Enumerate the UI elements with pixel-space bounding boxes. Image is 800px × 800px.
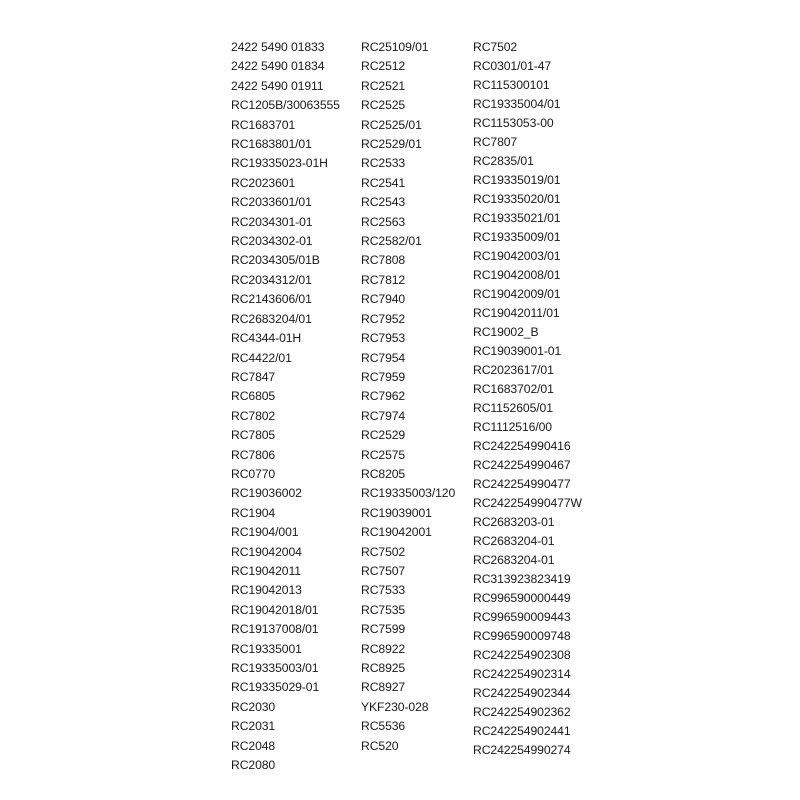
- part-number-item: RC8925: [361, 661, 406, 675]
- part-number-item: RC1205B/30063555: [231, 98, 340, 113]
- part-number-item: RC242254902362: [473, 705, 571, 719]
- part-number-item: RC7806: [231, 447, 276, 462]
- part-number-item: RC1683702/01: [473, 382, 554, 396]
- part-number-item: RC2575: [361, 447, 406, 462]
- part-number-item: 2422 5490 01911: [231, 78, 324, 93]
- part-number-item: RC7940: [361, 292, 406, 307]
- part-number-item: RC2683203-01: [473, 515, 555, 529]
- part-number-item: RC19335004/01: [473, 97, 561, 111]
- part-number-item: RC7847: [231, 369, 276, 384]
- part-number-item: RC1904/001: [231, 525, 299, 540]
- part-number-item: RC242254990416: [473, 439, 571, 453]
- part-number-item: RC7599: [361, 622, 406, 637]
- part-number-item: RC242254902308: [473, 648, 571, 662]
- part-number-item: RC2034312/01: [231, 272, 312, 287]
- part-number-item: RC1112516/00: [473, 420, 552, 434]
- part-number-item: RC242254990274: [473, 743, 571, 757]
- part-number-item: RC19039001: [361, 505, 432, 520]
- part-number-item: RC2034305/01B: [231, 253, 320, 268]
- part-number-item: RC2533: [361, 156, 406, 171]
- part-number-item: RC2541: [361, 175, 406, 190]
- part-number-item: RC996590000449: [473, 591, 571, 605]
- part-number-item: RC2048: [231, 738, 276, 753]
- part-number-item: RC19042011: [231, 563, 301, 578]
- part-number-item: YKF230-028: [361, 699, 429, 714]
- part-number-item: RC2031: [231, 719, 276, 734]
- part-number-item: RC8927: [361, 680, 406, 695]
- part-number-item: RC115300101: [473, 78, 550, 92]
- part-number-item: RC19042001: [361, 525, 432, 540]
- part-number-item: RC19042011/01: [473, 306, 560, 320]
- part-number-item: RC2563: [361, 214, 406, 229]
- part-number-item: RC19335001: [231, 641, 302, 656]
- part-number-item: RC242254902314: [473, 667, 571, 681]
- part-number-item: RC19335021/01: [473, 211, 561, 225]
- part-number-item: RC8922: [361, 641, 406, 656]
- part-number-item: RC0301/01-47: [473, 59, 552, 73]
- part-number-item: RC242254990477: [473, 477, 571, 491]
- part-number-column-1: [231, 38, 340, 775]
- part-number-item: RC7533: [361, 583, 406, 598]
- part-number-item: RC2683204/01: [231, 311, 312, 326]
- part-number-item: RC7954: [361, 350, 406, 365]
- part-number-item: RC2543: [361, 195, 406, 210]
- part-number-item: RC19042003/01: [473, 249, 561, 263]
- part-number-item: RC2525: [361, 98, 406, 113]
- part-number-item: RC1683801/01: [231, 137, 312, 152]
- part-number-item: RC7974: [361, 408, 406, 423]
- part-number-item: RC7802: [231, 408, 276, 423]
- part-number-item: RC7807: [473, 135, 518, 149]
- part-number-item: RC2034302-01: [231, 234, 313, 249]
- part-number-item: RC19042013: [231, 583, 302, 598]
- part-number-column-2: [361, 38, 455, 756]
- part-number-item: RC7535: [361, 602, 406, 617]
- part-number-item: RC7502: [473, 40, 518, 54]
- part-number-item: RC996590009748: [473, 629, 571, 643]
- part-number-item: RC1683701: [231, 117, 296, 132]
- part-number-item: RC19042008/01: [473, 268, 561, 282]
- part-number-item: RC2512: [361, 59, 406, 74]
- part-number-item: RC2143606/01: [231, 292, 312, 307]
- part-number-item: RC19335003/120: [361, 486, 456, 501]
- part-number-item: RC7952: [361, 311, 406, 326]
- part-number-item: RC7953: [361, 331, 406, 346]
- part-number-item: RC7805: [231, 428, 276, 443]
- part-number-item: RC19002_B: [473, 325, 539, 339]
- part-number-item: RC2034301-01: [231, 214, 313, 229]
- part-number-item: RC242254990467: [473, 458, 571, 472]
- part-number-item: RC7812: [361, 272, 406, 287]
- part-number-item: RC2683204-01: [473, 534, 555, 548]
- part-number-item: RC2023601: [231, 175, 296, 190]
- part-number-item: RC4344-01H: [231, 331, 302, 346]
- part-number-item: RC7507: [361, 563, 406, 578]
- part-number-item: 2422 5490 01834: [231, 59, 325, 74]
- part-number-item: RC7502: [361, 544, 406, 559]
- part-number-item: RC1153053-00: [473, 116, 554, 130]
- part-number-item: RC19039001-01: [473, 344, 562, 358]
- part-number-item: RC2529/01: [361, 137, 422, 152]
- part-number-item: RC2033601/01: [231, 195, 312, 210]
- part-number-item: RC7962: [361, 389, 406, 404]
- part-number-item: RC19335029-01: [231, 680, 320, 695]
- part-number-item: RC2023617/01: [473, 363, 554, 377]
- part-number-item: RC19036002: [231, 486, 302, 501]
- part-number-item: 2422 5490 01833: [231, 40, 325, 54]
- part-number-item: RC2529: [361, 428, 406, 443]
- part-number-item: RC19335003/01: [231, 661, 319, 675]
- part-number-item: RC19137008/01: [231, 622, 319, 637]
- part-number-item: RC19042004: [231, 544, 302, 559]
- part-number-item: RC5536: [361, 719, 406, 734]
- part-number-item: RC2525/01: [361, 117, 422, 132]
- part-number-item: RC2835/01: [473, 154, 534, 168]
- part-number-item: RC0770: [231, 466, 276, 481]
- part-number-item: RC19042018/01: [231, 602, 319, 617]
- part-number-item: RC19335023-01H: [231, 156, 328, 171]
- part-number-item: RC19335009/01: [473, 230, 561, 244]
- part-number-item: RC242254902441: [473, 724, 571, 738]
- part-number-item: RC2030: [231, 699, 276, 714]
- part-number-item: RC6805: [231, 389, 276, 404]
- part-number-item: RC25109/01: [361, 40, 429, 54]
- part-number-item: RC4422/01: [231, 350, 292, 365]
- part-number-item: RC242254990477W: [473, 496, 582, 510]
- part-number-item: RC7959: [361, 369, 406, 384]
- part-number-item: RC2521: [361, 78, 406, 93]
- part-number-item: RC7808: [361, 253, 406, 268]
- part-number-item: RC2080: [231, 758, 276, 773]
- part-number-item: RC2582/01: [361, 234, 422, 249]
- part-number-item: RC313923823419: [473, 572, 571, 586]
- part-number-item: RC1152605/01: [473, 401, 553, 415]
- part-number-item: RC996590009443: [473, 610, 571, 624]
- part-number-item: RC2683204-01: [473, 553, 555, 567]
- part-number-item: RC242254902344: [473, 686, 571, 700]
- part-number-item: RC19042009/01: [473, 287, 561, 301]
- part-number-item: RC19335020/01: [473, 192, 561, 206]
- part-number-item: RC8205: [361, 466, 406, 481]
- part-number-item: RC1904: [231, 505, 276, 520]
- part-number-column-3: [473, 38, 582, 760]
- part-number-item: RC19335019/01: [473, 173, 561, 187]
- part-number-item: RC520: [361, 738, 399, 753]
